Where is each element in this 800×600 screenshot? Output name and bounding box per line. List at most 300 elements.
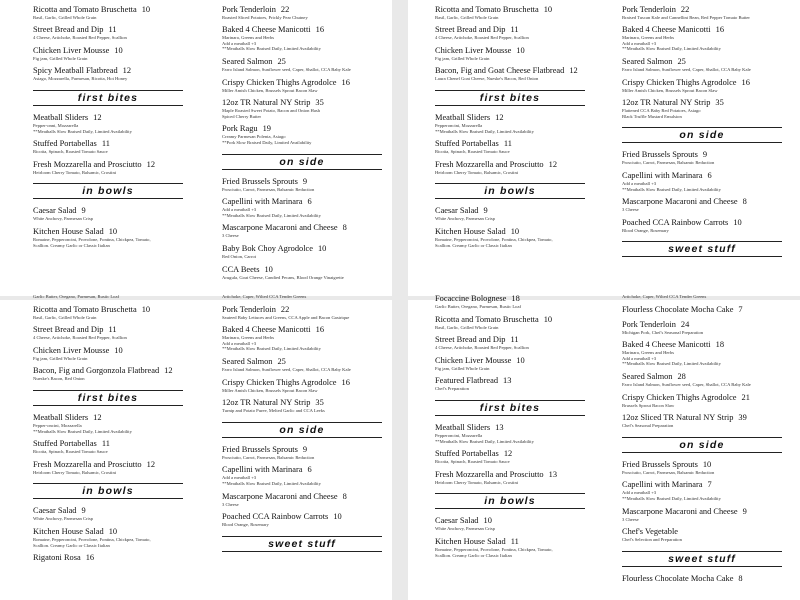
menu-item: [435, 113, 585, 134]
menu-item: [222, 265, 382, 281]
item-description: 4 Cheese, Artichoke, Roasted Red Pepper, Scallion: [33, 35, 127, 41]
item-name: Stuffed Portabellas: [33, 139, 97, 149]
section-heading: [622, 551, 782, 567]
item-price: 25: [677, 56, 686, 66]
item-name: Seared Salmon: [222, 356, 273, 366]
item-name: Chicken Liver Mousse: [435, 45, 512, 55]
item-name-line: [622, 372, 782, 382]
menu-item: [222, 197, 382, 218]
menu-item: [435, 66, 585, 82]
section-heading: [435, 90, 585, 106]
item-description: Add a meatball +3: [622, 355, 657, 361]
item-name-line: [435, 66, 585, 76]
item-description: 3 Cheese: [622, 207, 639, 213]
section-title: in bowls: [484, 185, 536, 198]
item-price: 10: [141, 4, 151, 14]
menu-column-right: [622, 0, 782, 296]
menu-item: [222, 25, 382, 52]
item-price: 7: [738, 304, 743, 314]
item-name-line: [222, 378, 382, 388]
item-name: Caesar Salad: [33, 506, 77, 516]
menu-item: [222, 98, 382, 119]
item-name: Ricotta and Tomato Bruschetta: [33, 4, 137, 14]
item-price: 22: [680, 4, 690, 14]
item-name-line: [435, 227, 585, 237]
item-description: Add a meatball +3: [222, 475, 257, 481]
menu-item: [622, 98, 782, 119]
item-name: Ricotta and Tomato Bruschetta: [33, 304, 137, 314]
item-description: Fig jam, Grilled Whole Grain: [435, 55, 490, 61]
section-heading: [622, 127, 782, 143]
menu-item: [622, 340, 782, 367]
item-name: Flourless Chocolate Mocha Cake: [622, 573, 734, 583]
item-price: 35: [315, 398, 324, 408]
menu-item: [622, 574, 782, 584]
item-description: Artichoke, Caper, Wilted CCA Tender Greens: [222, 294, 307, 299]
item-price: 9: [702, 150, 708, 160]
item-description: Add a meatball +3: [622, 490, 657, 496]
menu-item: [622, 507, 782, 523]
item-name-line: [435, 470, 585, 480]
item-price: 11: [108, 25, 117, 35]
section-title: sweet stuff: [268, 537, 336, 550]
item-price: 19: [262, 124, 271, 134]
menu-item: [622, 372, 782, 388]
menu-item: [622, 305, 782, 315]
menu-column-right: [222, 0, 382, 296]
menu-item: [222, 512, 382, 528]
item-description: Prosciutto, Carrot, Parmesan, Balsamic Reduction: [622, 469, 715, 475]
menu-item: [222, 445, 382, 461]
item-name: Chef's Vegetable: [622, 527, 679, 537]
item-name-line: [435, 537, 585, 547]
item-price: 12: [503, 449, 513, 459]
item-name-line: [435, 139, 585, 149]
section-heading: [435, 183, 585, 199]
item-name: Caesar Salad: [435, 206, 479, 216]
item-name: Baked 4 Cheese Manicotti: [622, 340, 711, 350]
item-description: Ricotta, Spinach, Roasted Tomato Sauce: [435, 149, 510, 155]
item-price: 35: [315, 98, 324, 108]
item-price: 10: [114, 345, 123, 355]
menu-item: [33, 5, 183, 21]
item-name: Baked 4 Cheese Manicotti: [222, 325, 311, 335]
item-name-line: [222, 57, 382, 67]
item-description: Marinara, Greens and Herbs: [622, 35, 675, 41]
section-title: in bowls: [82, 485, 134, 498]
item-price: 9: [81, 506, 86, 516]
item-price: 16: [715, 25, 724, 35]
item-description: **Meatballs Slow Braised Daily, Limited Availability: [435, 438, 534, 444]
item-name: Bacon, Fig and Goat Cheese Flatbread: [435, 66, 565, 76]
item-description: Garlic Butter, Oregano, Parmesan, Rustic Loaf: [435, 304, 522, 309]
item-description: Marinara, Greens and Herbs: [222, 35, 275, 41]
item-name-line: [222, 244, 382, 254]
item-name-line: [222, 197, 382, 207]
item-name-line: [222, 25, 382, 35]
item-description: Add a meatball +3: [622, 40, 657, 46]
menu-item: [435, 5, 585, 21]
item-description: 3 Cheese: [222, 501, 239, 507]
item-name-line: [33, 325, 183, 335]
item-name-line: [222, 177, 382, 187]
item-name-line: [33, 160, 183, 170]
item-name: Caesar Salad: [33, 206, 77, 216]
item-price: 7: [707, 480, 712, 490]
item-description: Fig jam, Grilled Whole Grain: [435, 365, 490, 371]
item-name: Seared Salmon: [222, 56, 273, 66]
menu-column-left: [33, 294, 183, 600]
item-price: 18: [511, 294, 520, 303]
item-name: Ricotta and Tomato Bruschetta: [435, 314, 539, 324]
item-price: 10: [516, 355, 525, 365]
item-description: **Meatballs Slow Braised Daily, Limited Availability: [222, 346, 321, 352]
item-description: White Anchovy, Parmesan Crisp: [33, 516, 93, 522]
item-name: 12oz Sliced TR Natural NY Strip: [622, 413, 734, 423]
item-name-line: [33, 413, 183, 423]
menu-item: [33, 460, 183, 476]
item-description: White Anchovy, Parmesan Crisp: [435, 526, 495, 532]
item-name-line: [435, 516, 585, 526]
menu-item: [33, 439, 183, 455]
item-description: Nueske's Bacon, Red Onion: [33, 376, 85, 382]
item-name: Chicken Liver Mousse: [33, 345, 110, 355]
menu-item: [622, 5, 782, 21]
item-description: Miller Amish Chicken, Brussels Sprout Bacon Slaw: [622, 87, 718, 93]
section-title: first bites: [479, 401, 541, 414]
item-name-line: [622, 320, 782, 330]
item-name: Ricotta and Tomato Bruschetta: [435, 4, 539, 14]
item-name: Stuffed Portabellas: [435, 449, 499, 459]
item-price: 22: [280, 4, 290, 14]
item-price: 10: [114, 45, 123, 55]
item-price: 11: [101, 139, 110, 149]
item-description: Ricotta, Spinach, Roasted Tomato Sauce: [33, 149, 108, 155]
menu-item: [33, 160, 183, 176]
item-price: 9: [302, 176, 308, 186]
item-name: CCA Beets: [222, 264, 260, 274]
item-name: Chicken Liver Mousse: [33, 45, 110, 55]
item-description: Farro Island Salmon, Sunflower seed, Caper, Shallot, CCA Baby Kale: [622, 381, 751, 387]
item-description: Add a meatball +3: [222, 207, 257, 213]
item-price: 16: [341, 377, 350, 387]
item-name-line: [222, 98, 382, 108]
item-name-line: [622, 574, 782, 584]
menu-item: [33, 527, 183, 548]
menu-item: [622, 480, 782, 501]
menu-item: [222, 378, 382, 394]
item-name: 12oz TR Natural NY Strip: [222, 398, 311, 408]
item-name: Featured Flatbread: [435, 376, 499, 386]
item-name-line: [622, 340, 782, 350]
item-name: Chicken Liver Mousse: [435, 355, 512, 365]
item-description: Asiago, Mozzarella, Parmesan, Ricotta, Hot Honey: [33, 76, 128, 82]
item-description: **Meatballs Slow Braised Daily, Limited Availability: [33, 428, 132, 434]
item-name: Flourless Chocolate Mocha Cake: [622, 304, 734, 314]
item-description: Basil, Garlic, Grilled Whole Grain: [435, 324, 499, 330]
item-name: Fresh Mozzarella and Prosciutto: [33, 159, 142, 169]
menu-item: [222, 492, 382, 508]
item-description: Red Onion, Carrot: [222, 253, 257, 259]
item-price: 16: [341, 77, 350, 87]
menu-item: [222, 465, 382, 486]
menu-item: [435, 423, 585, 444]
item-price: 12: [146, 459, 155, 469]
item-price: 10: [543, 314, 553, 324]
item-description: Scallion. Creamy Garlic or Classic Italian: [33, 542, 110, 548]
section-heading: [435, 493, 585, 509]
menu-item: [222, 57, 382, 73]
section-heading: [33, 183, 183, 199]
item-name: Fried Brussels Sprouts: [222, 444, 298, 454]
item-name-line: [33, 460, 183, 470]
menu-item: [435, 356, 585, 372]
section-rule-bottom: [33, 198, 183, 199]
item-price: 16: [741, 77, 750, 87]
item-description: Romaine, Pepperoncini, Provolone, Fontina, Chickpea, Tomato,: [435, 546, 553, 552]
item-description: Chef's Preparation: [435, 386, 469, 392]
item-price: 9: [302, 444, 308, 454]
item-name: Crispy Chicken Thighs Agrodolce: [222, 377, 337, 387]
menu-item: [33, 113, 183, 134]
item-name: Fresh Mozzarella and Prosciutto: [33, 459, 142, 469]
menu-item: [435, 537, 585, 558]
item-price: 10: [483, 516, 492, 526]
section-title: on side: [679, 129, 725, 142]
item-name-line: [33, 113, 183, 123]
item-description: **Meatballs Slow Braised Daily, Limited Availability: [622, 46, 721, 52]
item-description: Artichoke, Caper, Wilted CCA Tender Greens: [622, 294, 707, 299]
item-name-line: [435, 113, 585, 123]
menu-item: [622, 527, 782, 543]
item-price: 11: [108, 325, 117, 335]
menu-column-left: [33, 0, 183, 296]
item-name-line: [622, 413, 782, 423]
item-price: 25: [277, 356, 286, 366]
section-heading: [33, 483, 183, 499]
item-description: **Meatballs Slow Braised Daily, Limited Availability: [33, 128, 132, 134]
item-description: Farro Island Salmon, Sunflower seed, Caper, Shallot, CCA Baby Kale: [622, 66, 751, 72]
item-description: Heirloom Cherry Tomato, Balsamic, Crostini: [435, 479, 519, 485]
menu-item: [33, 46, 183, 62]
item-name-line: [222, 265, 382, 275]
menu-page-top-right: [408, 0, 800, 296]
item-price: 16: [85, 553, 95, 563]
item-name-line: [33, 506, 183, 516]
item-name-line: [33, 25, 183, 35]
item-description: Fig jam, Grilled Whole Grain: [33, 355, 88, 361]
item-price: 12: [122, 66, 132, 76]
item-price: 16: [315, 25, 324, 35]
item-name: Mascarpone Macaroni and Cheese: [622, 506, 738, 516]
item-name-line: [622, 460, 782, 470]
item-price: 8: [738, 573, 743, 583]
item-description: Add a meatball +3: [622, 180, 657, 186]
item-description: Basil, Garlic, Grilled Whole Grain: [33, 14, 97, 20]
item-name: Meatball Sliders: [435, 422, 491, 432]
item-name-line: [222, 492, 382, 502]
item-name: Seared Salmon: [622, 56, 673, 66]
item-name-line: [622, 25, 782, 35]
item-name: Fried Brussels Sprouts: [622, 150, 698, 160]
item-name: Bacon, Fig and Gorgonzola Flatbread: [33, 366, 160, 376]
item-name-line: [33, 46, 183, 56]
menu-item: [435, 376, 585, 392]
item-price: 6: [307, 197, 312, 207]
item-description: White Anchovy, Parmesan Crisp: [33, 216, 93, 222]
item-price: 11: [503, 139, 512, 149]
item-name: Pork Tenderloin: [222, 304, 276, 314]
item-name: Seared Salmon: [622, 371, 673, 381]
item-description: Black Truffle Mustard Emulsion: [622, 113, 682, 119]
item-name-line: [622, 507, 782, 517]
item-name: Mascarpone Macaroni and Cheese: [622, 197, 738, 207]
item-description: 3 Cheese: [222, 233, 239, 239]
item-price: 10: [543, 4, 553, 14]
item-name-line: [622, 480, 782, 490]
menu-column-left: [435, 0, 585, 296]
item-description: Sauteed Baby Lettuces and Greens, CCA Apple and Bacon Gastrique: [222, 314, 350, 320]
menu-item: [622, 78, 782, 94]
menu-item: [435, 470, 585, 486]
item-name-line: [435, 376, 585, 386]
item-name-line: [435, 423, 585, 433]
section-rule-bottom: [435, 415, 585, 416]
menu-item: [622, 413, 782, 429]
item-description: Miller Amish Chicken, Brussels Sprout Bacon Slaw: [222, 87, 318, 93]
section-title: first bites: [77, 391, 139, 404]
item-description: Heirloom Cherry Tomato, Balsamic, Crostini: [435, 169, 519, 175]
item-name: Fresh Mozzarella and Prosciutto: [435, 159, 544, 169]
item-description: Farro Island Salmon, Sunflower seed, Caper, Shallot, CCA Baby Kale: [222, 66, 351, 72]
item-name: Fresh Mozzarella and Prosciutto: [435, 469, 544, 479]
item-name-line: [622, 78, 782, 88]
item-description: **Pork Slow Braised Daily, Limited Availability: [222, 139, 312, 145]
item-name: Capellini with Marinara: [622, 170, 703, 180]
item-name-line: [222, 325, 382, 335]
item-description: Creamy Parmesan Polenta, Asiago: [222, 134, 286, 140]
item-price: 18: [715, 340, 724, 350]
item-name: Crispy Chicken Thighs Agrodolce: [622, 77, 737, 87]
item-description: Farro Island Salmon, Sunflower seed, Caper, Shallot, CCA Baby Kale: [222, 366, 351, 372]
item-description: Add a meatball +3: [222, 40, 257, 46]
item-name: Spicy Meatball Flatbread: [33, 66, 118, 76]
menu-item: [222, 5, 382, 21]
item-price: 11: [510, 536, 519, 546]
menu-item: [622, 197, 782, 213]
item-price: 10: [516, 45, 525, 55]
item-price: 8: [342, 491, 347, 501]
menu-page-bottom-left: [0, 294, 392, 600]
item-name-line: [33, 5, 183, 15]
section-title: sweet stuff: [668, 243, 736, 256]
item-name-line: [222, 512, 382, 522]
section-rule-bottom: [435, 105, 585, 106]
item-name: Street Bread and Dip: [435, 335, 506, 345]
item-name: Baked 4 Cheese Manicotti: [222, 25, 311, 35]
item-name-line: [435, 335, 585, 345]
section-heading: [435, 400, 585, 416]
item-description: Roasted Sliced Potatoes, Prickly Pear Chutney: [222, 14, 308, 20]
section-heading: [222, 536, 382, 552]
menu-item: [33, 206, 183, 222]
item-name-line: [622, 57, 782, 67]
item-name: Pork Tenderloin: [622, 4, 676, 14]
item-name-line: [33, 139, 183, 149]
item-name: Crispy Chicken Thighs Agrodolce: [222, 77, 337, 87]
item-name-line: [622, 218, 782, 228]
item-name-line: [222, 223, 382, 233]
item-name: Baby Bok Choy Agrodolce: [222, 243, 313, 253]
item-description: **Meatballs Slow Braised Daily, Limited Availability: [222, 46, 321, 52]
item-name-line: [622, 150, 782, 160]
menu-item: [33, 305, 183, 321]
item-name-line: [222, 305, 382, 315]
item-name: Kitchen House Salad: [33, 226, 104, 236]
item-name: Street Bread and Dip: [435, 25, 506, 35]
item-description: Blood Orange, Rosemary: [222, 522, 269, 528]
menu-item: [33, 553, 183, 563]
section-heading: [33, 390, 183, 406]
section-title: first bites: [479, 91, 541, 104]
item-name: Capellini with Marinara: [622, 480, 703, 490]
item-price: 11: [510, 335, 519, 345]
item-description: Scallion. Creamy Garlic or Classic Italian: [435, 242, 512, 248]
item-price: 13: [503, 376, 512, 386]
item-name-line: [435, 5, 585, 15]
section-heading: [222, 154, 382, 170]
item-description: 4 Cheese, Artichoke, Roasted Red Pepper, Scallion: [435, 35, 529, 41]
item-price: 8: [342, 223, 347, 233]
item-name: Fried Brussels Sprouts: [222, 176, 298, 186]
item-name: Capellini with Marinara: [222, 197, 303, 207]
menu-item: [622, 460, 782, 476]
menu-item: [622, 320, 782, 336]
item-name-line: [222, 124, 382, 134]
item-name: Kitchen House Salad: [435, 536, 506, 546]
item-description: Pepperoncini, Mozzarella: [435, 122, 483, 128]
item-price: 9: [742, 506, 747, 516]
menu-item: [435, 335, 585, 351]
section-rule-bottom: [222, 169, 382, 170]
item-description: **Meatballs Slow Braised Daily, Limited Availability: [435, 128, 534, 134]
item-name: Rigatoni Rosa: [33, 553, 81, 563]
item-description: Pepperoncini, Mozzarella: [435, 432, 483, 438]
item-price: 10: [702, 459, 712, 469]
item-price: 12: [93, 412, 102, 422]
item-price: 8: [742, 197, 747, 207]
item-price: 13: [548, 469, 557, 479]
item-price: 35: [715, 98, 724, 108]
menu-item: [435, 25, 585, 41]
item-price: 11: [510, 25, 519, 35]
item-price: 10: [108, 526, 118, 536]
item-name-line: [435, 449, 585, 459]
item-description: Spiced Cherry Butter: [222, 113, 262, 119]
item-name-line: [33, 305, 183, 315]
item-name-line: [222, 5, 382, 15]
menu-item: [222, 398, 382, 414]
item-name: Mascarpone Macaroni and Cheese: [222, 223, 338, 233]
item-description: Garlic Butter, Oregano, Parmesan, Rustic Loaf: [33, 294, 120, 299]
item-description: Pepper-onni, Mozzarella: [33, 122, 79, 128]
section-title: on side: [679, 438, 725, 451]
item-name-line: [435, 160, 585, 170]
item-name: Street Bread and Dip: [33, 325, 104, 335]
menu-item: [33, 506, 183, 522]
menu-item: [622, 25, 782, 52]
section-title: first bites: [77, 91, 139, 104]
